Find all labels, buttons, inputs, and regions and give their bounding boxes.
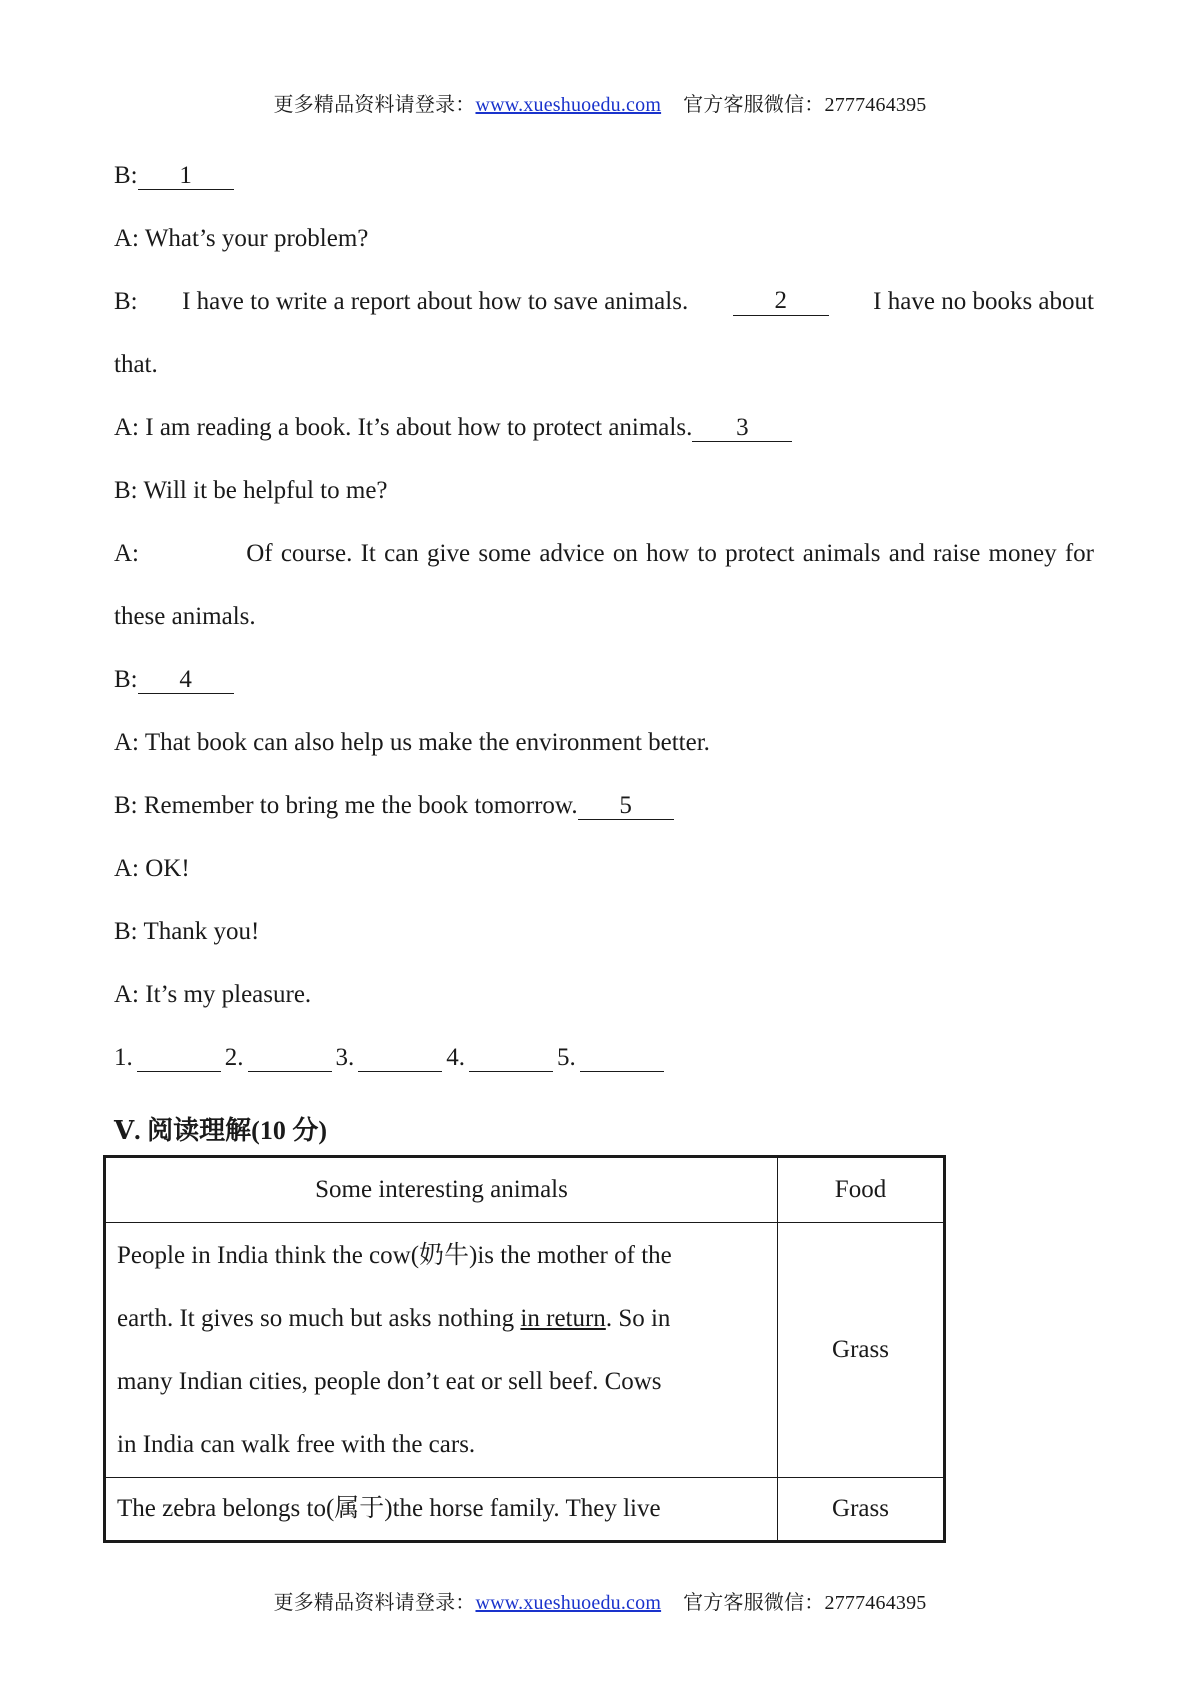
cell-line: The zebra belongs to(属于)the horse family. They live [117, 1495, 661, 1522]
cell-text-span: . So in [605, 1305, 671, 1332]
speaker: B: [114, 666, 138, 693]
cell-line: People in India think the cow(奶牛)is the mother of the [117, 1242, 672, 1269]
dialogue-text: It’s my pleasure. [145, 981, 312, 1008]
dialogue-text: I am reading a book. It’s about how to protect animals. [145, 414, 693, 441]
table-row [105, 1223, 945, 1478]
dialogue-line-10 [114, 855, 190, 883]
dialogue-text: that. [114, 351, 158, 378]
speaker: A: [114, 225, 139, 252]
table-cell-food: Grass [778, 1478, 945, 1542]
blank-4[interactable]: 4 [138, 667, 234, 694]
dialogue-text: Thank you! [143, 918, 260, 945]
dialogue-line-1 [114, 162, 234, 190]
dialogue-line-5 [114, 477, 388, 505]
underlined-phrase: in return [520, 1305, 606, 1332]
dialogue-text: Of course. It can give some advice on how to protect animals and raise money for [246, 540, 1094, 567]
reading-table [103, 1155, 946, 1543]
table-cell-animal-text [105, 1223, 778, 1478]
table-cell-animal-text [105, 1478, 778, 1542]
header-service: 官方客服微信：2777464395 [683, 94, 927, 116]
cell-line [107, 1287, 776, 1350]
table-cell-food: Grass [778, 1223, 945, 1478]
answer-blank-3[interactable] [358, 1045, 442, 1072]
speaker: B: [114, 918, 138, 945]
dialogue-text: I have to write a report about how to save animals. [182, 288, 689, 315]
dialogue-text: OK! [145, 855, 190, 882]
dialogue-line-4 [114, 414, 792, 442]
dialogue-line-9 [114, 792, 674, 820]
page-header-top [0, 88, 1200, 117]
blank-5[interactable]: 5 [578, 793, 674, 820]
dialogue-text: I have no books about [873, 288, 1094, 315]
dialogue-line-3 [114, 288, 1094, 316]
header-prefix: 更多精品资料请登录： [273, 1592, 476, 1614]
dialogue-line-2 [114, 225, 368, 253]
answer-blank-1[interactable] [137, 1045, 221, 1072]
answer-blank-4[interactable] [469, 1045, 553, 1072]
dialogue-line-12 [114, 981, 311, 1009]
table-row [105, 1478, 945, 1542]
blank-3[interactable]: 3 [692, 415, 792, 442]
speaker: A: [114, 981, 139, 1008]
header-service: 官方客服微信：2777464395 [683, 1592, 927, 1614]
speaker: B: [114, 792, 138, 819]
speaker: A: [114, 414, 139, 441]
answer-label: 5. [557, 1044, 576, 1071]
page-header-bottom [0, 1586, 1200, 1615]
table-header-row [105, 1157, 945, 1223]
speaker: B: [114, 288, 138, 315]
header-prefix: 更多精品资料请登录： [273, 94, 476, 116]
dialogue-text: Remember to bring me the book tomorrow. [143, 792, 578, 819]
speaker: A: [114, 855, 139, 882]
answer-label: 3. [335, 1044, 355, 1071]
cell-line: many Indian cities, people don’t eat or sell beef. Cows [117, 1368, 662, 1395]
header-url-link[interactable]: www.xueshuoedu.com [475, 1592, 662, 1614]
dialogue-line-7 [114, 666, 234, 694]
answer-blanks [114, 1044, 668, 1072]
speaker: A: [114, 729, 139, 756]
table-header-animals: Some interesting animals [105, 1157, 778, 1223]
table-header-food: Food [778, 1157, 945, 1223]
blank-2[interactable]: 2 [733, 288, 829, 316]
dialogue-text: Will it be helpful to me? [143, 477, 388, 504]
dialogue-text: What’s your problem? [144, 225, 369, 252]
dialogue-text: That book can also help us make the environment better. [144, 729, 710, 756]
cell-line: in India can walk free with the cars. [117, 1431, 476, 1458]
dialogue-line-11 [114, 918, 259, 946]
speaker: B: [114, 162, 138, 189]
dialogue-line-3-cont [114, 351, 158, 379]
header-url-link[interactable]: www.xueshuoedu.com [475, 94, 662, 116]
section-heading: Ⅴ. 阅读理解(10 分) [114, 1116, 327, 1145]
answer-label: 4. [446, 1044, 465, 1071]
dialogue-line-6 [114, 540, 1094, 568]
dialogue-text: these animals. [114, 603, 256, 630]
cell-text-span: earth. It gives so much but asks nothing [117, 1305, 521, 1332]
speaker: B: [114, 477, 138, 504]
speaker: A: [114, 540, 139, 567]
answer-label: 2. [224, 1044, 244, 1071]
answer-label: 1. [114, 1044, 133, 1071]
blank-1[interactable]: 1 [138, 163, 234, 190]
answer-blank-5[interactable] [580, 1045, 664, 1072]
dialogue-line-6-cont [114, 603, 256, 631]
answer-blank-2[interactable] [248, 1045, 332, 1072]
dialogue-line-8 [114, 729, 710, 757]
